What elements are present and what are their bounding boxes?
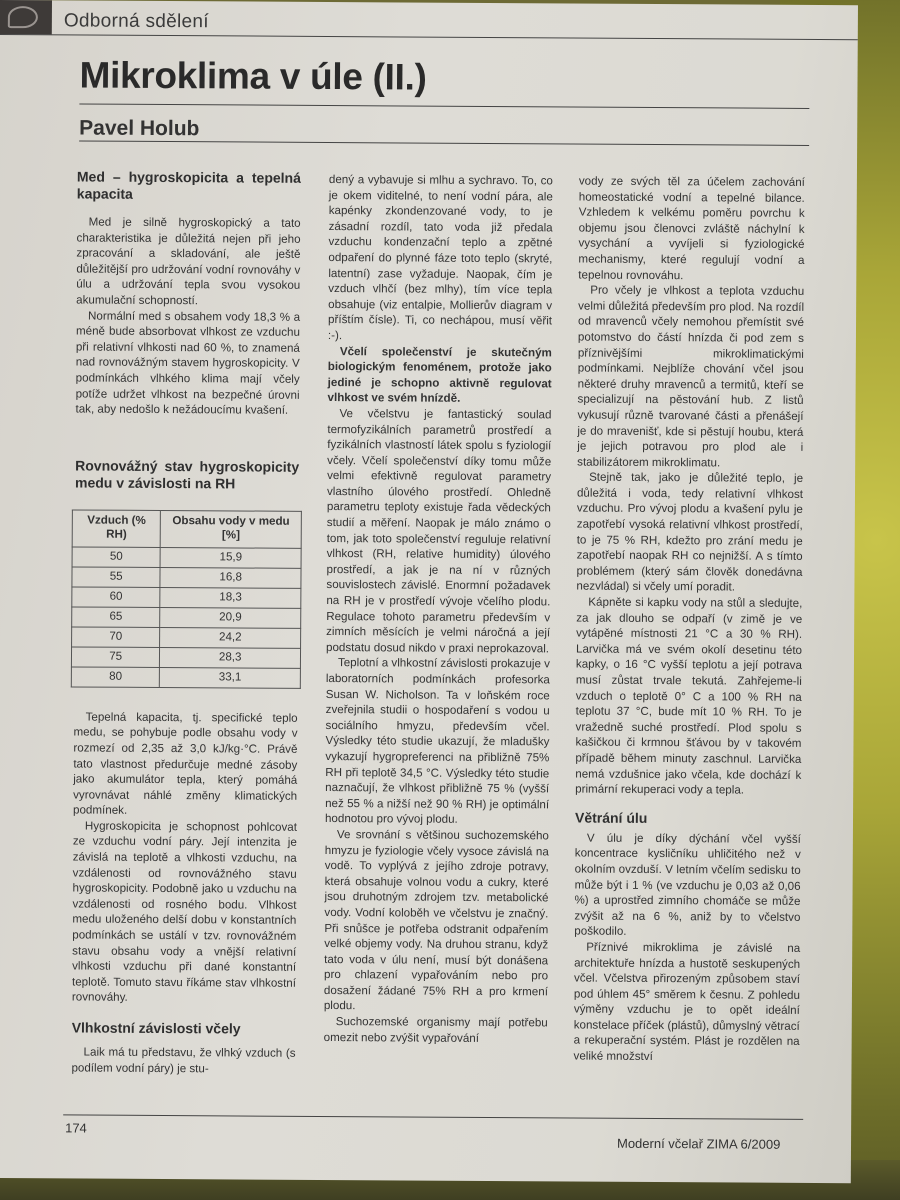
column-1 bbox=[71, 168, 301, 1077]
header-rule bbox=[0, 34, 858, 40]
table-cell: 70 bbox=[72, 627, 161, 648]
paragraph-highlight: Včelí společenství je skutečným biologickým fenoménem, protože jako jediné je schopno aktivně regulovat vlhkost ve svém hnízdě. bbox=[327, 344, 552, 406]
page-number: 174 bbox=[65, 1120, 87, 1136]
section-logo bbox=[0, 0, 52, 34]
table-row bbox=[71, 647, 300, 668]
table-cell: 18,3 bbox=[160, 587, 301, 608]
paragraph: Pro včely je vlhkost a teplota vzduchu velmi důležitá především pro plod. Na rozdíl od mravenců včely nemohou přemístit své potomstvo do částí hnízda či pod zem s příznivějšími mikroklimatickými podmínkami. Nejblíže chování včel jsou některé druhy mravenců a termitů, kteří se specializují na pěstování hub. Z listů vykusují různě tvarované části a přenášejí je do mravenišť, kde si pěstují houbu, která je jejich potravou pro plod ale i stabilizátorem mikroklimatu. bbox=[577, 283, 805, 470]
humidity-table bbox=[71, 509, 302, 688]
table-cell: 15,9 bbox=[160, 547, 301, 568]
paragraph: Ve srovnání s většinou suchozemského hmyzu je fyziologie včely vysoce závislá na vodě. To vyplývá z jejího zdroje potravy, která obsahuje volnou vodu a cukry, které jsou druhotným zdrojem tzv. metabolické vody. Vodní koloběh ve včelstvu je značný. Při snůšce je potřeba odstranit odpařením velké objemy vody. Na druhou stranu, když tato voda v úlu není, musí být donášena pro chlazení vypařováním nebo pro dosažení žádané 75% RH a pro krmení plodu. bbox=[323, 828, 549, 1013]
column-2 bbox=[324, 172, 553, 1047]
table-cell: 80 bbox=[71, 667, 160, 688]
paragraph: Kápněte si kapku vody na stůl a sledujte, za jak dlouho se odpaří (v zimě je ve vytápěné místnosti 21 °C a 30 % RH). Larvička má ve svém okolí desetinu této kapky, o 16 °C vyšší teplotu a její potrava musí zůstat trvale tekutá. Zahřejeme-li vzduch o teplotě 0° C a 100 % RH na teplotu 37 °C, bude mít 10 % RH. To je vražedně suché prostředí. Plod spolu s kašičkou či krmnou šťávou by v takovém případě během minuty zaschnul. Larvička nemá vzdušnice jako včela, kde dochází k primární rekuperaci vody a tepla. bbox=[575, 595, 803, 797]
heading-rovnovazny-stav: Rovnovážný stav hygroskopicity medu v závislosti na RH bbox=[75, 457, 300, 492]
table-row bbox=[71, 667, 300, 688]
paragraph: Normální med s obsahem vody 18,3 % a méně bude absorbovat vlhkost ze vzduchu při relativní vlhkosti nad 60 %, to znamená nad rovnovážným stavem hygroskopicity. V podmínkách vlhkého klima mají včely potíže udržet vlhkost na bezpečné úrovni tak, aby nedošlo k nežádoucímu kvašení. bbox=[75, 309, 301, 417]
table-row bbox=[72, 607, 301, 628]
paragraph: Hygroskopicita je schopnost pohlcovat ze vzduchu vodní páry. Její intenzita je závislá na teplotě a vlhkosti vzduchu, na vzdálenosti od rovnovážného stavu hygroskopicity. Podobně jako u vzduchu na vzdálenosti od rosného bodu. Vlhkost medu uloženého delší dobu v konstantních podmínkách se ustálí v tzv. rovnovážném stavu obsahu vody a vnější relativní vlhkosti vzduchu při dané konstantní teplotě. Tomuto stavu říkáme stav vlhkostní rovnováhy. bbox=[71, 819, 297, 1005]
table-cell: 50 bbox=[72, 547, 161, 568]
table-cell: 33,1 bbox=[160, 667, 301, 688]
paragraph: Med je silně hygroskopický a tato charakteristika je důležitá nejen při jeho zpracování a skladování, ale ještě důležitější pro udržování vodní rovnováhy v úlu a udržování tepla svou vysokou akumulační schopností. bbox=[76, 215, 301, 308]
paragraph: vody ze svých těl za účelem zachování homeostatické vodní a tepelné bilance. Vzhledem k velkému poměru povrchu k objemu jsou členovci zvláště náchylní k vysychání a vyvíjeli si fyziologické mechanismy, které regulují vodní a tepelnou rovnováhu. bbox=[578, 174, 805, 282]
table-cell: 28,3 bbox=[160, 647, 301, 668]
magazine-issue: Moderní včelař ZIMA 6/2009 bbox=[616, 1135, 781, 1152]
article-author: Pavel Holub bbox=[79, 116, 200, 141]
table-cell: 55 bbox=[72, 567, 161, 588]
paragraph: Stejně tak, jako je důležité teplo, je důležitá i voda, tedy relativní vlhkost vzduchu. Pro vývoj plodu a kvašení pylu je zapotřebí vysoká relativní vlhkost prostředí, to je 75 % RH, kdežto pro zrání medu je zapotřebí naopak RH co nejnižší. A s tímto problémem (který sám člověk donedávna nezvládal) si včely umí poradit. bbox=[576, 470, 804, 594]
heading-vetrani-ulu: Větrání úlu bbox=[574, 809, 648, 826]
table-row bbox=[72, 567, 301, 588]
table-header: Vzduch (% RH) bbox=[72, 510, 161, 548]
logo-icon bbox=[8, 6, 38, 28]
paragraph: Tepelná kapacita, tj. specifické teplo medu, se pohybuje podle obsahu vody v rozmezí od 2,35 až 3,0 kJ/kg·°C. Právě tato vlastnost předurčuje medné zásoby jako akumulátor tepla, který pomáhá vyrovnávat náhlé změny klimatických podmínek. bbox=[73, 710, 298, 818]
paragraph: Suchozemské organismy mají potřebu omezit nebo zvýšit vypařování bbox=[323, 1015, 548, 1045]
title-rule bbox=[79, 103, 809, 108]
table-cell: 24,2 bbox=[160, 627, 301, 648]
column-3 bbox=[574, 174, 805, 1066]
paragraph: Příznivé mikroklima je závislé na architektuře hnízda a hustotě seskupených včel. Včelstva přirozeným způsobem staví pod úhlem 45° směrem k česnu. Z pohledu výměny vzduchu je to opět ideální konstelace příček (plástů), důmyslný větrací a rekuperační systém. Plást je rozdělen na veliké množství bbox=[573, 940, 801, 1064]
table-cell: 65 bbox=[72, 607, 161, 628]
article-title: Mikroklima v úle (II.) bbox=[79, 54, 427, 98]
footer-rule bbox=[63, 1114, 803, 1120]
table-cell: 60 bbox=[72, 587, 161, 608]
author-rule bbox=[79, 140, 809, 145]
heading-med-hygroskopicita: Med – hygroskopicita a tepelná kapacita bbox=[76, 168, 301, 202]
table-row bbox=[72, 587, 301, 608]
paragraph: dený a vybavuje si mlhu a sychravo. To, co je okem viditelné, to není vodní pára, ale kapénky zkondenzované vody, to je zásadní rozdíl, tato voda již předala vzduchu kondenzační teplo a zpětné odpaření do plynné fáze toto teplo (skryté, latentní) zase vyžaduje. Naopak, čím je vzduch vlhčí (bez mlhy), tím více tepla obsahuje (viz entalpie, Mollierův diagram v příštím čísle). Ti, co nechápou, musí věřit :-). bbox=[327, 173, 553, 343]
table-header: Obsahu vody v medu [%] bbox=[161, 510, 302, 548]
paragraph: Teplotní a vlhkostní závislosti prokazuje v laboratorních podmínkách profesorka Susan W. Nicholson. Ta v loňském roce zveřejnila studii o hospodaření s vodou u sociálního hmyzu, především včel. Výsledky této studie ukazují, že mladušky vykazují hygropreferenci na přibližně 75% RH při teplotě 34,5 °C. Výsledky této studie naznačují, že vlhkost přibližně 75 % (vyšší než 55 % a nižší než 90 % RH) je optimální hodnotou pro vývoj plodu. bbox=[324, 656, 551, 827]
table-row bbox=[72, 627, 301, 648]
table-cell: 16,8 bbox=[160, 567, 301, 588]
paragraph: V úlu je díky dýchání včel vyšší koncentrace kysličníku uhličitého než v okolním ovzduší. V letním včelím sedisku to může být i 1 % (ve vzduchu je 0,03 až 0,06 %) a uprostřed zimního chomáče se může zvýšit až na 6 %, aniž by to včelstvo poškodilo. bbox=[574, 831, 801, 939]
paragraph: Laik má tu představu, že vlhký vzduch (s podílem vodní páry) je stu- bbox=[71, 1045, 296, 1075]
table-cell: 75 bbox=[71, 647, 160, 668]
paragraph: Ve včelstvu je fantastický soulad termofyzikálních parametrů prostředí a fyzikálních vlastností látek spolu s fyziologií včely. Včelí společenství díky tomu může velmi efektivně regulovat parametry vlastního úlového prostředí. Ohledně parametru teploty existuje řada vědeckých studií a měření. Naopak je málo známo o tom, jak toto společenství reguluje relativní vlhkost (RH, relative humidity) úlového prostředí, a jak je na ní v různých souvislostech závislé. Enormní požadavek na RH je v prostředí vývoje včelího plodu. Regulace tohoto parametru především v zimních měsících je velmi náročná a její podstatu dosud nikdo v praxi neprokazoval. bbox=[326, 406, 552, 656]
heading-vlhkostni-zavislosti: Vlhkostní závislosti včely bbox=[71, 1019, 241, 1037]
table-row bbox=[72, 547, 301, 568]
section-label: Odborná sdělení bbox=[63, 10, 209, 33]
table-cell: 20,9 bbox=[160, 607, 301, 628]
